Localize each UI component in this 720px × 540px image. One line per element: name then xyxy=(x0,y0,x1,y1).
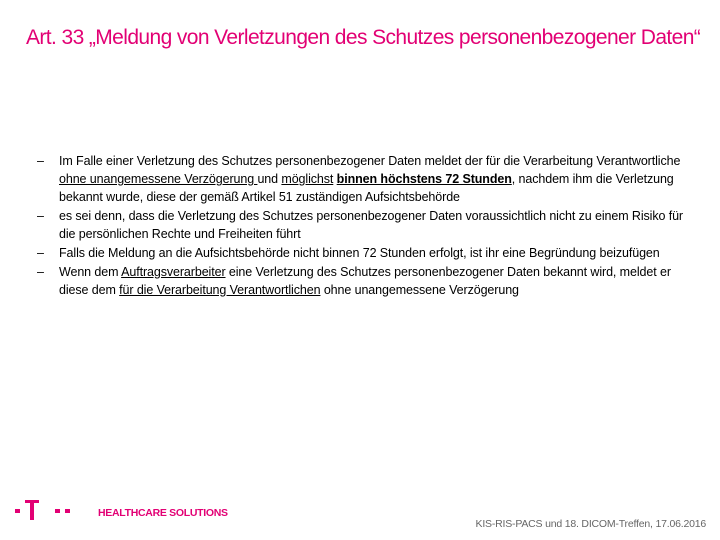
bullet-item xyxy=(37,207,697,243)
bullet-item xyxy=(37,263,697,299)
brand-label: HEALTHCARE SOLUTIONS xyxy=(98,507,228,519)
bullet-text: eine Verletzung des Schutzes personenbezogener Daten bekannt wird, meldet er diese dem xyxy=(59,265,671,297)
logo-dot xyxy=(15,509,20,513)
underlined-text: für die Verarbeitung Verantwortlichen xyxy=(119,283,321,297)
emphasized-text: binnen höchstens 72 Stunden xyxy=(336,172,512,186)
bullet-text: Wenn dem xyxy=(59,265,122,279)
underlined-text: möglichst xyxy=(281,172,334,186)
dash-bullet-icon: – xyxy=(37,246,44,260)
bullet-text: Falls die Meldung an die Aufsichtsbehörde nicht binnen 72 Stunden erfolgt, ist ihr eine Begründung beizufügen xyxy=(59,246,660,260)
bullet-item xyxy=(37,152,697,206)
underlined-text: Auftragsverarbeiter xyxy=(121,265,226,279)
bullet-text: Im Falle einer Verletzung des Schutzes personenbezogener Daten meldet der für die Verarbeitung Verantwortliche xyxy=(59,154,681,168)
dash-bullet-icon: – xyxy=(37,154,44,168)
logo-dot xyxy=(55,509,60,513)
logo-stem xyxy=(30,500,34,520)
bullet-text: , nachdem ihm die Verletzung bekannt wurde, diese der gemäß Artikel 51 zuständigen Aufsichtsbehörde xyxy=(59,172,674,204)
bullet-item xyxy=(37,244,697,262)
bullet-text: es sei denn, dass die Verletzung des Schutzes personenbezogener Daten voraussichtlich nicht zu einem Risiko für die persönlichen Rechte und Freiheiten führt xyxy=(59,209,683,241)
bullet-list xyxy=(37,152,697,300)
dash-bullet-icon: – xyxy=(37,265,44,279)
underlined-text: ohne unangemessene Verzögerung xyxy=(59,172,258,186)
logo-dot xyxy=(65,509,70,513)
event-label: KIS-RIS-PACS und 18. DICOM-Treffen, 17.06.2016 xyxy=(475,518,706,530)
dash-bullet-icon: – xyxy=(37,209,44,223)
slide-title: Art. 33 „Meldung von Verletzungen des Schutzes personenbezogener Daten“ xyxy=(26,26,701,49)
bullet-text: ohne unangemessene Verzögerung xyxy=(320,283,519,297)
bullet-text: und xyxy=(257,172,282,186)
